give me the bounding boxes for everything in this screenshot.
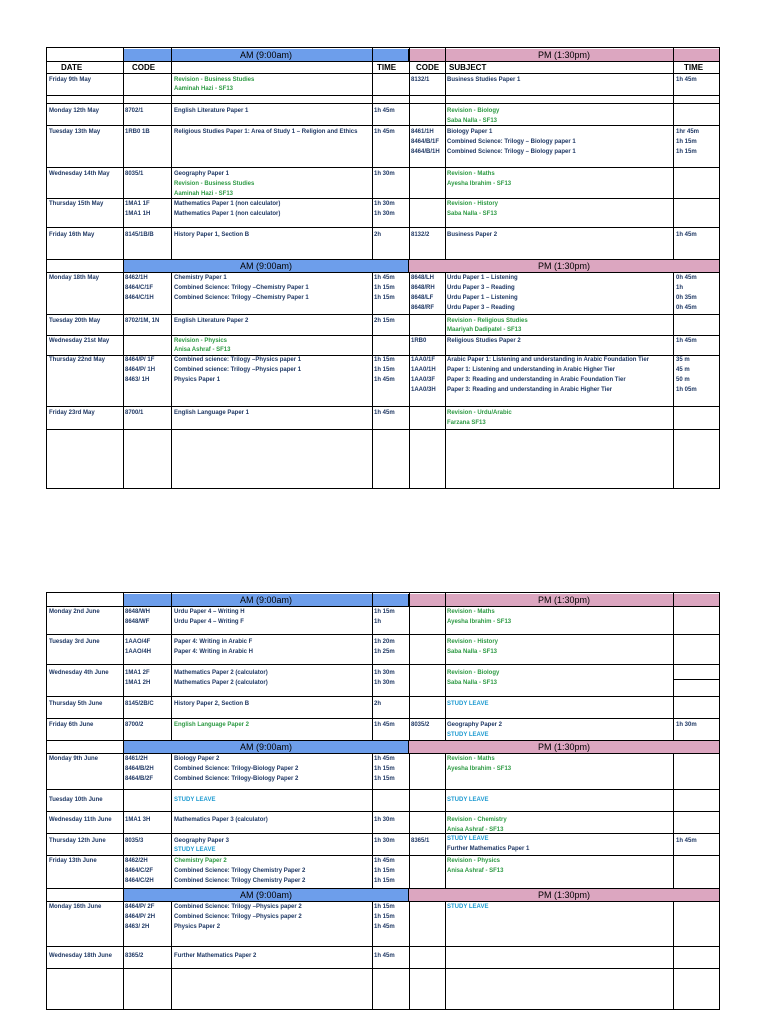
pm-code-column-header: CODE xyxy=(416,63,440,72)
am-exam-time: 1h 15m xyxy=(374,285,395,291)
revision-teacher: Aaminah Hazi - SF13 xyxy=(174,191,234,197)
pm-exam-code: 8648/RH xyxy=(411,285,435,291)
pm-exam-code: 1AA0/3H xyxy=(411,387,436,393)
am-exam-code: 8700/1 xyxy=(125,410,144,416)
am-session-header-2: AM (9:00am) xyxy=(124,260,409,272)
am-exam-code: 8464/P/ 1F xyxy=(125,357,155,363)
row-date: Friday 23rd May xyxy=(49,410,95,416)
pm-exam-time: 45 m xyxy=(676,367,690,373)
am-exam-time: 1h 45m xyxy=(374,108,395,114)
am-exam-code: 8702/1M, 1N xyxy=(125,318,160,324)
revision-teacher: Saba Nalla - SF13 xyxy=(447,118,498,124)
am-exam-time: 1h 30m xyxy=(374,680,395,686)
pm-exam-time: 1h 45m xyxy=(676,838,697,844)
pm-exam-subject: Urdu Paper 1 – Listening xyxy=(447,295,518,301)
revision-teacher: Ayesha Ibrahim - SF13 xyxy=(447,766,512,772)
am-exam-time: 1h 30m xyxy=(374,838,395,844)
am-exam-code: 1MA1 1F xyxy=(125,201,150,207)
am-exam-subject: History Paper 2, Section B xyxy=(174,701,250,707)
am-exam-subject: Combined Science: Trilogy-Biology Paper 2 xyxy=(174,766,299,772)
pm-exam-subject: Business Studies Paper 1 xyxy=(447,77,521,83)
revision-session: Revision - Business Studies xyxy=(174,77,255,83)
am-exam-time: 1h 15m xyxy=(374,766,395,772)
am-exam-subject: Geography Paper 3 xyxy=(174,838,230,844)
am-exam-time: 1h 25m xyxy=(374,649,395,655)
row-date: Monday 2nd June xyxy=(49,609,100,615)
am-exam-time: 1h 15m xyxy=(374,878,395,884)
study-leave-label: STUDY LEAVE xyxy=(174,847,216,853)
pm-exam-code: 1AA0/1F xyxy=(411,357,436,363)
pm-exam-time: 0h 35m xyxy=(676,295,697,301)
time-column-header: TIME xyxy=(377,63,397,72)
am-exam-subject: English Literature Paper 2 xyxy=(174,318,249,324)
row-date: Tuesday 10th June xyxy=(49,797,103,803)
revision-session: Revision - Urdu/Arabic xyxy=(447,410,512,416)
revision-session: Revision - Religious Studies xyxy=(447,318,528,324)
am-exam-code: 8463/ 2H xyxy=(125,924,150,930)
am-exam-code: 8464/C/2H xyxy=(125,878,154,884)
am-exam-time: 1h 15m xyxy=(374,357,395,363)
pm-exam-time: 1h xyxy=(676,285,684,291)
am-exam-time: 1h 15m xyxy=(374,609,395,615)
am-exam-time: 1h 45m xyxy=(374,924,395,930)
revision-teacher: Saba Nalla - SF13 xyxy=(447,649,498,655)
am-exam-subject: Paper 4: Writing in Arabic F xyxy=(174,639,253,645)
pm-exam-code: 8132/1 xyxy=(411,77,430,83)
am-exam-subject: Chemistry Paper 2 xyxy=(174,858,227,864)
revision-teacher: Ayesha Ibrahim - SF13 xyxy=(447,181,512,187)
pm-exam-code: 8464/B/1F xyxy=(411,139,440,145)
revision-session: Revision - Biology xyxy=(447,670,500,676)
pm-exam-code: 8648/LH xyxy=(411,275,435,281)
pm-exam-subject: Arabic Paper 1: Listening and understanding in Arabic Foundation Tier xyxy=(447,357,650,363)
am-exam-subject: Combined Science: Trilogy –Physics paper 2 xyxy=(174,904,302,910)
pm-exam-code: 8035/2 xyxy=(411,722,430,728)
am-exam-code: 1AAO/4F xyxy=(125,639,151,645)
pm-exam-time: 1h 15m xyxy=(676,149,697,155)
am-exam-subject: Geography Paper 1 xyxy=(174,171,230,177)
am-exam-code: 8464/C/2F xyxy=(125,868,154,874)
row-date: Tuesday 13th May xyxy=(49,129,101,135)
revision-session: Revision - History xyxy=(447,201,499,207)
am-exam-subject: Combined science: Trilogy –Physics paper 1 xyxy=(174,367,302,373)
study-leave-label: STUDY LEAVE xyxy=(447,732,489,738)
exam-timetable-may xyxy=(46,47,720,489)
am-exam-code: 1AAO/4H xyxy=(125,649,152,655)
pm-exam-subject: Paper 3: Reading and understanding in Arabic Higher Tier xyxy=(447,387,613,393)
row-date: Friday 13th June xyxy=(49,858,97,864)
am-exam-subject: Mathematics Paper 2 (calculator) xyxy=(174,680,268,686)
revision-session: Revision - Chemistry xyxy=(447,817,507,823)
pm-session-header: PM (1:30pm) xyxy=(409,49,719,61)
pm-exam-subject: Biology Paper 1 xyxy=(447,129,493,135)
am-exam-subject: History Paper 1, Section B xyxy=(174,232,250,238)
am-exam-time: 1h 30m xyxy=(374,817,395,823)
pm-exam-time: 0h 45m xyxy=(676,275,697,281)
am-exam-subject: Urdu Paper 4 – Writing H xyxy=(174,609,245,615)
revision-teacher: Farzana SF13 xyxy=(447,420,486,426)
am-exam-subject: Religious Studies Paper 1: Area of Study 1 – Religion and Ethics xyxy=(174,129,358,135)
revision-teacher: Saba Nalla - SF13 xyxy=(447,680,498,686)
am-exam-code: 8365/2 xyxy=(125,953,144,959)
pm-exam-code: 1RB0 xyxy=(411,338,427,344)
am-exam-time: 2h 15m xyxy=(374,318,395,324)
pm-exam-time: 1h 45m xyxy=(676,232,697,238)
pm-exam-subject: Urdu Paper 1 – Listening xyxy=(447,275,518,281)
pm-exam-time: 1hr 45m xyxy=(676,129,700,135)
am-exam-subject: Combined Science: Trilogy-Biology Paper 2 xyxy=(174,776,299,782)
pm-exam-time: 0h 45m xyxy=(676,305,697,311)
am-exam-subject: English Literature Paper 1 xyxy=(174,108,249,114)
row-date: Monday 18th May xyxy=(49,275,100,281)
am-exam-code: 8145/1B/B xyxy=(125,232,154,238)
am-exam-time: 1h 20m xyxy=(374,639,395,645)
row-date: Wednesday 4th June xyxy=(49,670,109,676)
pm-exam-subject: Combined Science: Trilogy – Biology paper 1 xyxy=(447,139,576,145)
revision-teacher: Ayesha Ibrahim - SF13 xyxy=(447,619,512,625)
am-exam-subject: Combined Science: Trilogy Chemistry Paper 2 xyxy=(174,868,306,874)
row-date: Monday 12th May xyxy=(49,108,100,114)
am-exam-time: 1h 15m xyxy=(374,904,395,910)
study-leave-label: STUDY LEAVE xyxy=(174,797,216,803)
pm-exam-subject: Paper 3: Reading and understanding in Arabic Foundation Tier xyxy=(447,377,626,383)
am-exam-code: 8145/2B/C xyxy=(125,701,154,707)
row-date: Tuesday 20th May xyxy=(49,318,101,324)
revision-teacher: Saba Nalla - SF13 xyxy=(447,211,498,217)
am-exam-time: 1h 30m xyxy=(374,670,395,676)
pm-session-header-3: PM (1:30pm) xyxy=(409,889,719,901)
pm-exam-subject: Paper 1: Listening and understanding in Arabic Higher Tier xyxy=(447,367,616,373)
revision-session: Revision - Physics xyxy=(174,338,228,344)
am-exam-subject: Urdu Paper 4 – Writing F xyxy=(174,619,244,625)
am-exam-code: 1MA1 2H xyxy=(125,680,151,686)
am-exam-subject: Combined Science: Trilogy –Physics paper 2 xyxy=(174,914,302,920)
pm-exam-code: 8132/2 xyxy=(411,232,430,238)
pm-exam-subject: Religious Studies Paper 2 xyxy=(447,338,521,344)
am-exam-code: 8648/WH xyxy=(125,609,151,615)
am-exam-code: 8461/2H xyxy=(125,756,148,762)
study-leave-label: STUDY LEAVE xyxy=(447,701,489,707)
am-exam-time: 1h 15m xyxy=(374,868,395,874)
study-leave-label: STUDY LEAVE xyxy=(447,797,489,803)
pm-exam-code: 8365/1 xyxy=(411,838,430,844)
pm-exam-code: 8648/RF xyxy=(411,305,435,311)
am-exam-time: 1h 30m xyxy=(374,211,395,217)
am-session-header: AM (9:00am) xyxy=(124,594,409,606)
row-date: Monday 9th June xyxy=(49,756,99,762)
am-exam-code: 8464/P/ 1H xyxy=(125,367,156,373)
am-exam-code: 8464/B/2H xyxy=(125,766,154,772)
am-exam-time: 1h 15m xyxy=(374,776,395,782)
row-date: Friday 9th May xyxy=(49,77,92,83)
am-exam-code: 1RB0 1B xyxy=(125,129,150,135)
revision-session: Revision - Maths xyxy=(447,609,495,615)
revision-session: Revision - Biology xyxy=(447,108,500,114)
pm-exam-time: 1h 15m xyxy=(676,139,697,145)
pm-exam-subject: Combined Science: Trilogy – Biology paper 1 xyxy=(447,149,576,155)
am-exam-time: 1h 45m xyxy=(374,377,395,383)
am-exam-code: 1MA1 3H xyxy=(125,817,151,823)
am-exam-time: 1h 30m xyxy=(374,201,395,207)
am-exam-subject: Paper 4: Writing in Arabic H xyxy=(174,649,254,655)
row-date: Friday 6th June xyxy=(49,722,94,728)
am-exam-subject: Mathematics Paper 3 (calculator) xyxy=(174,817,268,823)
am-exam-subject: Biology Paper 2 xyxy=(174,756,220,762)
pm-exam-code: 8648/LF xyxy=(411,295,434,301)
am-exam-code: 8702/1 xyxy=(125,108,144,114)
am-exam-subject: Mathematics Paper 1 (non calculator) xyxy=(174,211,281,217)
am-exam-code: 8464/B/2F xyxy=(125,776,154,782)
pm-exam-time: 35 m xyxy=(676,357,690,363)
row-date: Monday 16th June xyxy=(49,904,102,910)
row-date: Thursday 15th May xyxy=(49,201,104,207)
am-exam-time: 1h 45m xyxy=(374,756,395,762)
am-exam-code: 8648/WF xyxy=(125,619,150,625)
row-date: Thursday 12th June xyxy=(49,838,106,844)
date-column-header: DATE xyxy=(61,63,83,72)
am-exam-code: 8035/3 xyxy=(125,838,144,844)
am-exam-time: 1h 45m xyxy=(374,410,395,416)
revision-session: Revision - Maths xyxy=(447,756,495,762)
am-exam-time: 1h 45m xyxy=(374,858,395,864)
pm-exam-code: 1AA0/3F xyxy=(411,377,436,383)
revision-teacher: Anisa Ashraf - SF13 xyxy=(447,827,504,833)
study-leave-label: STUDY LEAVE xyxy=(447,904,489,910)
pm-exam-subject: Geography Paper 2 xyxy=(447,722,503,728)
revision-session: Revision - Business Studies xyxy=(174,181,255,187)
am-exam-time: 1h 15m xyxy=(374,295,395,301)
exam-timetable-june xyxy=(46,592,720,1010)
am-exam-code: 8463/ 1H xyxy=(125,377,150,383)
row-date: Wednesday 14th May xyxy=(49,171,110,177)
am-exam-subject: Further Mathematics Paper 2 xyxy=(174,953,257,959)
am-exam-subject: Mathematics Paper 2 (calculator) xyxy=(174,670,268,676)
pm-exam-time: 1h 05m xyxy=(676,387,697,393)
revision-teacher: Maariyah Dadipatel - SF13 xyxy=(447,327,522,333)
pm-exam-time: 1h 45m xyxy=(676,77,697,83)
am-exam-code: 8462/1H xyxy=(125,275,148,281)
row-date: Thursday 5th June xyxy=(49,701,103,707)
pm-session-header-2: PM (1:30pm) xyxy=(409,260,719,272)
row-date: Wednesday 18th June xyxy=(49,953,112,959)
pm-exam-code: 8464/B/1H xyxy=(411,149,440,155)
am-exam-subject: Combined Science: Trilogy Chemistry Paper 2 xyxy=(174,878,306,884)
am-exam-time: 1h xyxy=(374,619,382,625)
pm-exam-subject: Urdu Paper 3 – Reading xyxy=(447,285,515,291)
am-exam-time: 1h 45m xyxy=(374,129,395,135)
pm-time-column-header: TIME xyxy=(684,63,704,72)
am-exam-subject: Physics Paper 2 xyxy=(174,924,221,930)
study-leave-label: STUDY LEAVE xyxy=(447,836,489,842)
am-exam-code: 8464/P/ 2F xyxy=(125,904,155,910)
pm-session-header-2: PM (1:30pm) xyxy=(409,741,719,753)
row-date: Wednesday 11th June xyxy=(49,817,112,823)
am-session-header: AM (9:00am) xyxy=(124,49,409,61)
revision-teacher: Anisa Ashraf - SF13 xyxy=(174,347,231,353)
pm-exam-subject: Business Paper 2 xyxy=(447,232,498,238)
am-exam-code: 1MA1 2F xyxy=(125,670,150,676)
pm-exam-time: 1h 45m xyxy=(676,338,697,344)
am-exam-time: 1h 30m xyxy=(374,171,395,177)
am-exam-time: 2h xyxy=(374,701,382,707)
revision-session: Revision - History xyxy=(447,639,499,645)
code-column-header: CODE xyxy=(132,63,156,72)
pm-session-header: PM (1:30pm) xyxy=(409,594,719,606)
pm-exam-time: 1h 30m xyxy=(676,722,697,728)
am-exam-code: 8462/2H xyxy=(125,858,148,864)
am-exam-subject: Combined Science: Trilogy –Chemistry Paper 1 xyxy=(174,295,309,301)
pm-exam-code: 8461/1H xyxy=(411,129,434,135)
am-exam-subject: Combined Science: Trilogy –Chemistry Paper 1 xyxy=(174,285,309,291)
revision-session: Revision - Physics xyxy=(447,858,501,864)
pm-exam-code: 1AA0/1H xyxy=(411,367,436,373)
pm-exam-time: 50 m xyxy=(676,377,690,383)
am-exam-subject: English Language Paper 1 xyxy=(174,410,250,416)
revision-teacher: Anisa Ashraf - SF13 xyxy=(447,868,504,874)
am-exam-time: 1h 45m xyxy=(374,722,395,728)
am-exam-time: 1h 15m xyxy=(374,914,395,920)
pm-exam-subject: Further Mathematics Paper 1 xyxy=(447,846,530,852)
am-session-header-2: AM (9:00am) xyxy=(124,741,409,753)
am-exam-time: 1h 45m xyxy=(374,275,395,281)
am-exam-subject: English Language Paper 2 xyxy=(174,722,250,728)
am-exam-time: 2h xyxy=(374,232,382,238)
am-exam-code: 1MA1 1H xyxy=(125,211,151,217)
am-exam-subject: Physics Paper 1 xyxy=(174,377,221,383)
revision-teacher: Aaminah Hazi - SF13 xyxy=(174,86,234,92)
am-exam-time: 1h 15m xyxy=(374,367,395,373)
am-session-header-3: AM (9:00am) xyxy=(124,889,409,901)
revision-session: Revision - Maths xyxy=(447,171,495,177)
am-exam-subject: Combined science: Trilogy –Physics paper 1 xyxy=(174,357,302,363)
row-date: Thursday 22nd May xyxy=(49,357,106,363)
am-exam-time: 1h 45m xyxy=(374,953,395,959)
am-exam-code: 8464/P/ 2H xyxy=(125,914,156,920)
subject-column-header: SUBJECT xyxy=(449,63,487,72)
row-date: Tuesday 3rd June xyxy=(49,639,100,645)
row-date: Friday 16th May xyxy=(49,232,95,238)
pm-exam-subject: Urdu Paper 3 – Reading xyxy=(447,305,515,311)
am-exam-subject: Chemistry Paper 1 xyxy=(174,275,227,281)
am-exam-code: 8700/2 xyxy=(125,722,144,728)
am-exam-code: 8035/1 xyxy=(125,171,144,177)
am-exam-code: 8464/C/1H xyxy=(125,295,154,301)
am-exam-subject: Mathematics Paper 1 (non calculator) xyxy=(174,201,281,207)
am-exam-code: 8464/C/1F xyxy=(125,285,154,291)
row-date: Wednesday 21st May xyxy=(49,338,110,344)
